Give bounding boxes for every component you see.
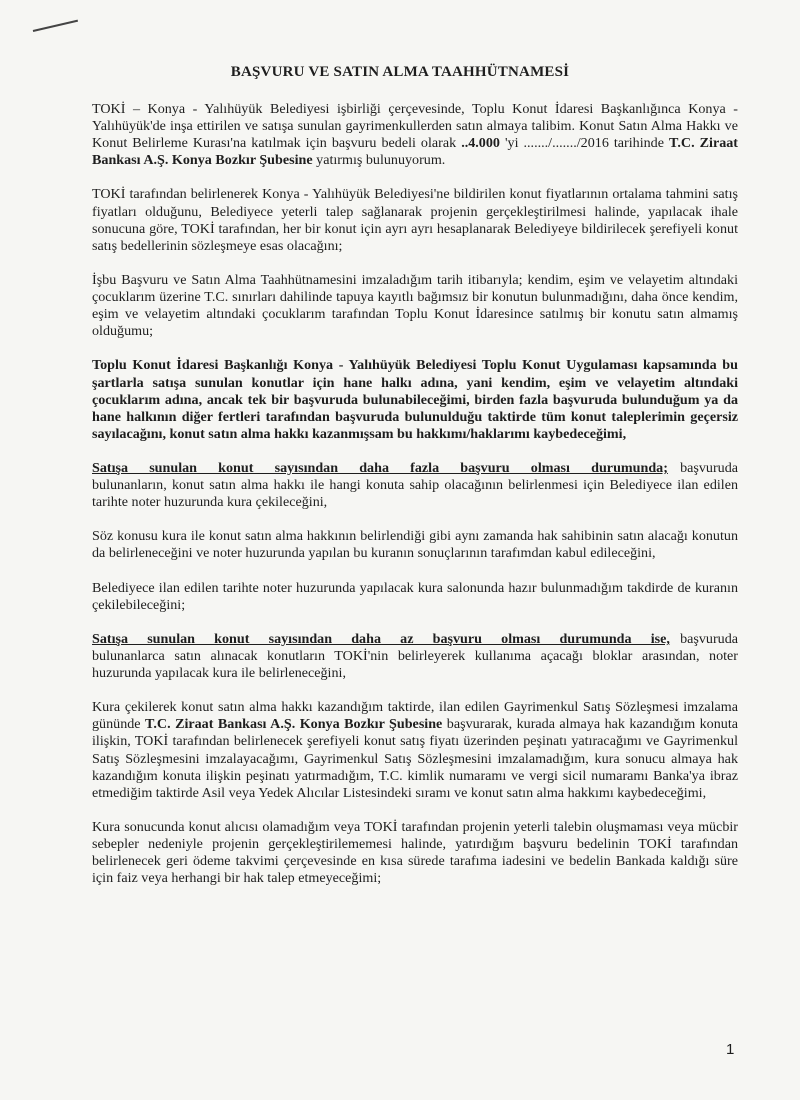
document-body	[92, 101, 738, 904]
paragraph-fewer-applications-text: başvuruda bulunanlarca satın alınacak konutların TOKİ'nin belirleyerek kullanıma açacağı bloklar arasından, noter huzurunda yapılacak kura ile belirleneceğini,	[92, 630, 739, 682]
document-title: BAŞVURU VE SATIN ALMA TAAHHÜTNAMESİ	[230, 64, 570, 80]
application-fee-amount: ..4.000	[461, 135, 500, 152]
paragraph-no-property: İşbu Başvuru ve Satın Alma Taahhütnamesini imzaladığım tarih itibarıyla; kendim, eşim ve velayetim altındaki çocuklarım üzerine T.C. sınırları dahilinde tapuya kayıtlı bağımsız bir konutun bulunmadığını, daha önce kendim, eşim ve velayetim altındaki çocuklarım tarafından Toplu Konut İdaresince satılmış bir konutu satın almamış olduğumu;	[92, 271, 738, 340]
paragraph-application-date: 'yi ......./......./2016 tarihinde	[499, 135, 670, 152]
paragraph-refund: Kura sonucunda konut alıcısı olamadığım veya TOKİ tarafından projenin yeterli talebin oluşmaması veya mücbir sebepler nedeniyle projenin gerçekleştirilememesi halinde, yatırdığım başvuru bedelinin TOKİ tarafından belirlenecek geri ödeme takvimi çerçevesinde en kısa sürede tarafıma iadesini ve bedelin Bankada kaldığı süre için faiz veya herhangi bir hak talep etmeyeceğimi;	[92, 818, 738, 887]
paragraph-application-end: yatırmış bulunuyorum.	[312, 152, 446, 169]
paragraph-application-text: TOKİ – Konya - Yalıhüyük Belediyesi işbirliği çerçevesinde, Toplu Konut İdaresi Başkanlığınca Konya - Yalıhüyük'de inşa ettirilen ve satışa sunulan gayrimenkullerden satın almaya talibim. Konut Satın Alma Hakkı ve Konut Belirleme Kurası'na katılmak için başvuru bedeli olarak	[92, 101, 738, 152]
paragraph-contract-signing	[92, 699, 738, 802]
paragraph-lottery-absence: Belediyece ilan edilen tarihte noter huzurunda yapılacak kura salonunda hazır bulunmadığım takdirde de kuranın çekilebileceğini;	[92, 579, 738, 613]
paragraph-more-applications	[92, 460, 738, 511]
bank-branch-name-2: T.C. Ziraat Bankası A.Ş. Konya Bozkır Şubesine	[145, 716, 443, 733]
paragraph-prices: TOKİ tarafından belirlenerek Konya - Yalıhüyük Belediyesi'ne bildirilen konut fiyatlarının ortalama tahmini satış fiyatları olduğunu, Belediyece yeterli talep sağlanarak projenin gerçekleştirilmesi halinde, yapılacak ihale sonucuna göre, TOKİ tarafından, her bir konut için ayrı ayrı hesaplanarak Belediyeye bildirilecek şerefiyeli konut satış bedellerinin sözleşmeye esas olacağını;	[92, 186, 738, 254]
page-number: 1	[726, 1041, 735, 1058]
paragraph-lottery-result: Söz konusu kura ile konut satın alma hakkının belirlendiği gibi aynı zamanda hak sahibinin satın alacağı konutun da belirleneceğini ve noter huzurunda yapılan bu kuranın sonuçlarının tarafımdan kabul edileceğini,	[92, 528, 738, 562]
paragraph-application	[92, 101, 738, 169]
section-heading-fewer-applications: Satışa sunulan konut sayısından daha az başvuru olması durumunda ise,	[92, 630, 670, 647]
paragraph-fewer-applications	[92, 631, 738, 682]
paragraph-contract-signing-text: Kura çekilerek konut satın alma hakkı kazandığım taktirde, ilan edilen Gayrimenkul Satış Sözleşmesi imzalama gününde	[92, 699, 738, 733]
bank-branch-name: T.C. Ziraat Bankası A.Ş. Konya Bozkır Şubesine	[92, 135, 738, 169]
paragraph-more-applications-text: başvuruda bulunanların, konut satın alma hakkı ile hangi konuta sahip olacağının belirlenmesi için Belediyece ilan edilen tarihte noter huzurunda kura çekileceğini,	[92, 459, 739, 511]
section-heading-more-applications: Satışa sunulan konut sayısından daha fazla başvuru olması durumunda;	[92, 459, 668, 476]
pen-mark	[33, 20, 78, 32]
paragraph-single-application: Toplu Konut İdaresi Başkanlığı Konya - Yalıhüyük Belediyesi Toplu Konut Uygulaması kapsamında bu şartlarla satışa sunulan konutlar için hane halkı adına, yani kendim, eşim ve velayetim altındaki çocuklarım adına, ancak tek bir başvuruda bulunabileceğimi, birden fazla başvuruda bulunduğum ya da hane halkının diğer fertleri tarafından başvuruda bulunulduğu taktirde tüm konut taleplerimin geçersiz sayılacağını, konut satın alma hakkı kazanmışsam bu hakkımı/haklarımı kaybedeceğimi,	[92, 357, 738, 442]
paragraph-contract-signing-end: başvurarak, kurada almaya hak kazandığım konuta ilişkin, TOKİ tarafından belirlenecek şerefiyeli konut satış fiyatı üzerinden peşinatı yatıracağımı ve Gayrimenkul Satış Sözleşmesini imzalayacağımı, Gayrimenkul Satış Sözleşmesini imzalamadığım, kura sonucu almaya hak kazandığım konuta ilişkin peşinatı yatırmadığım, T.C. kimlik numaramı ve vergi sicil numaramı Banka'ya ibraz etmediğim taktirde Asil veya Yedek Alıcılar Listesindeki sıramı ve konut satın alma hakkımı kaybedeceğimi,	[92, 716, 738, 801]
